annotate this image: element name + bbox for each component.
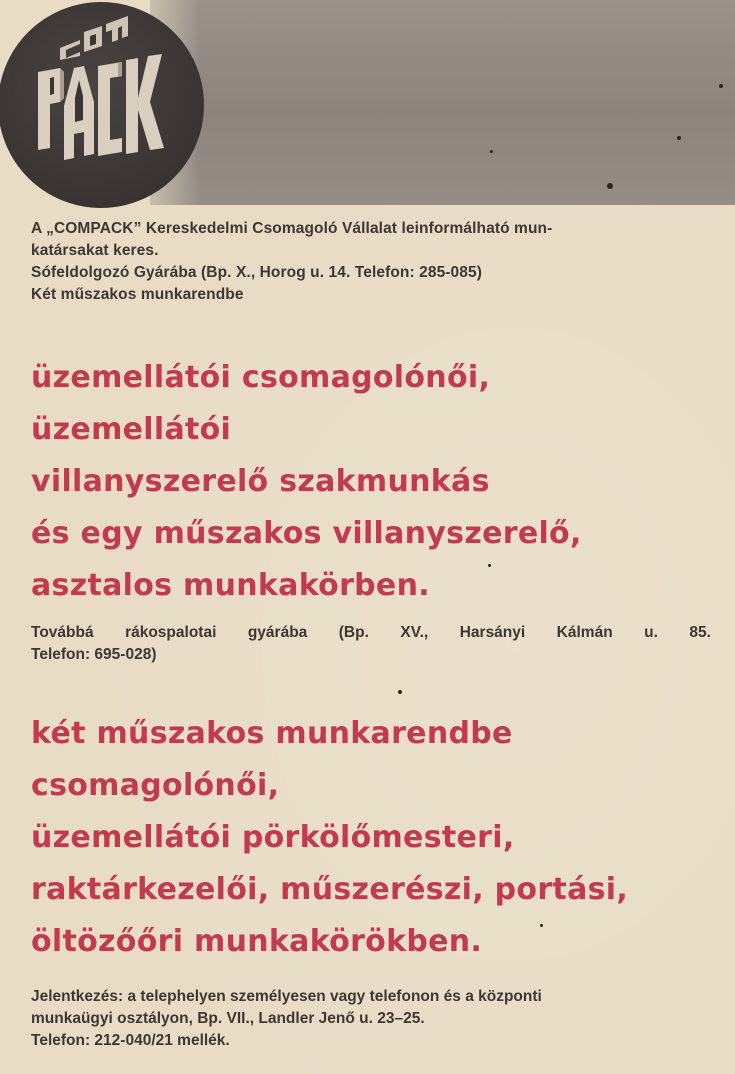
compack-logo-mark xyxy=(0,2,204,208)
job-line: raktárkezelői, műszerészi, portási, xyxy=(31,872,629,907)
word: (Bp. xyxy=(338,624,369,641)
job-line: üzemellátói xyxy=(31,412,232,447)
job-line: csomagolónői, xyxy=(31,768,280,803)
word: u. xyxy=(644,624,658,641)
contact-line: Jelentkezés: a telephelyen személyesen vagy telefonon és a központi xyxy=(31,988,542,1005)
intro-line: A „COMPACK” Kereskedelmi Csomagoló Vállalat leinformálható mun- xyxy=(31,220,553,237)
paper-speck xyxy=(490,150,493,153)
second-factory-line xyxy=(31,622,711,644)
job-list-second-factory xyxy=(31,708,731,968)
compack-logo xyxy=(0,2,204,208)
second-factory-phone: Telefon: 695-028) xyxy=(31,646,157,663)
word: Továbbá xyxy=(31,624,94,641)
contact-line: munkaügyi osztályon, Bp. VII., Landler Jenő u. 23–25. xyxy=(31,1010,425,1027)
second-factory-text xyxy=(31,622,721,666)
word: 85. xyxy=(689,624,711,641)
job-line: villanyszerelő szakmunkás xyxy=(31,464,490,499)
job-line: és egy műszakos villanyszerelő, xyxy=(31,516,582,551)
word: Harsányi xyxy=(459,624,526,641)
job-line: üzemellátói csomagolónői, xyxy=(31,360,491,395)
word: gyárába xyxy=(247,624,308,641)
job-line: asztalos munkakörben. xyxy=(31,568,430,603)
job-line: két műszakos munkarendbe xyxy=(31,716,513,751)
paper-speck xyxy=(677,136,681,140)
paper-speck xyxy=(719,84,723,88)
job-line: üzemellátói pörkölőmesteri, xyxy=(31,820,515,855)
paper-speck xyxy=(607,183,613,189)
word: XV., xyxy=(400,624,429,641)
job-line: öltözőőri munkakörökben. xyxy=(31,924,483,959)
intro-line: katársakat keres. xyxy=(31,242,159,259)
contact-line: Telefon: 212-040/21 mellék. xyxy=(31,1032,230,1049)
job-list-first-factory xyxy=(31,352,731,612)
word: rákospalotai xyxy=(125,624,217,641)
word: Kálmán xyxy=(556,624,613,641)
intro-text xyxy=(31,218,721,306)
header-gray-band xyxy=(150,0,735,205)
contact-text xyxy=(31,986,721,1052)
intro-line: Sófeldolgozó Gyárába (Bp. X., Horog u. 14. Telefon: 285-085) xyxy=(31,264,482,281)
paper-speck xyxy=(398,690,402,694)
intro-line: Két műszakos munkarendbe xyxy=(31,286,244,303)
